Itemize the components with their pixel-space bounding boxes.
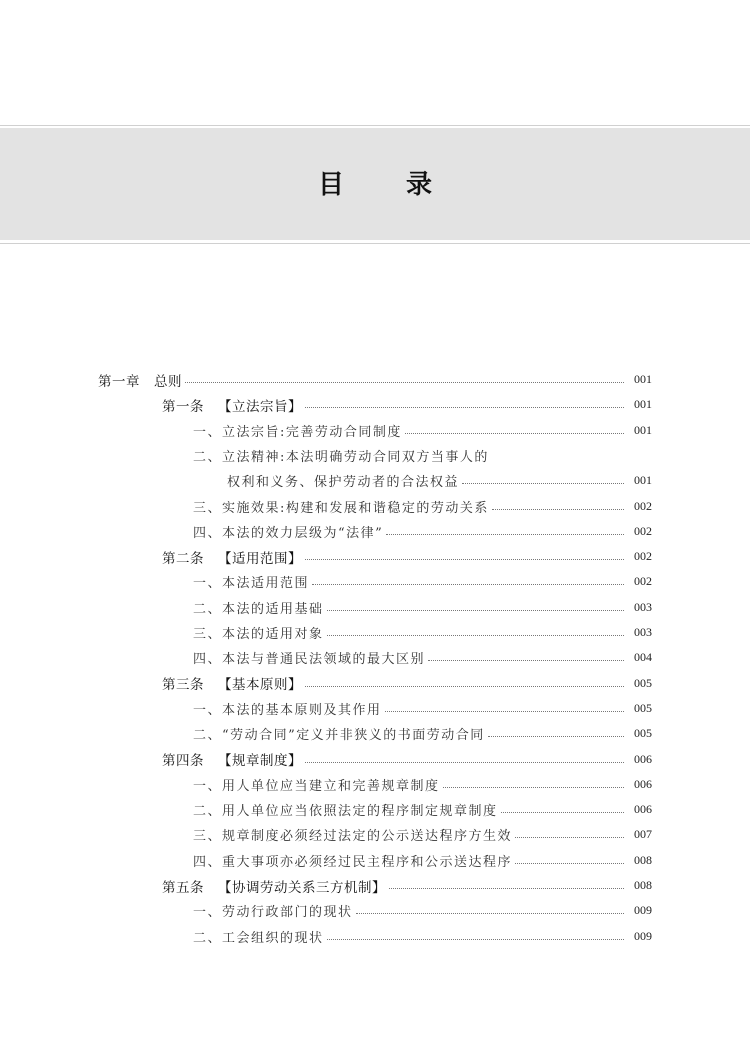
- toc-article-entry[interactable]: [162, 747, 652, 772]
- toc-entry-number: 第四条: [162, 753, 204, 769]
- toc-page-number: 004: [634, 650, 652, 665]
- toc-page-number: 007: [634, 827, 652, 842]
- toc-leader-dots: [312, 584, 624, 585]
- toc-entry-text: 二、工会组织的现状: [193, 930, 324, 946]
- page-title-char-1: 目: [317, 170, 344, 200]
- toc-entry-label: [98, 370, 182, 390]
- toc-entry-text: 四、本法的效力层级为“法律”: [193, 525, 384, 541]
- toc-item-entry[interactable]: [193, 822, 652, 847]
- toc-leader-dots: [385, 711, 624, 712]
- toc-item-entry[interactable]: [193, 569, 652, 594]
- toc-page-number: 008: [634, 852, 652, 867]
- toc-page-number: 001: [634, 473, 652, 488]
- toc-item-entry[interactable]: [193, 645, 652, 670]
- toc-entry-label: [193, 724, 485, 743]
- toc-entry-text: 总则: [154, 373, 182, 390]
- toc-leader-dots: [185, 382, 624, 383]
- toc-leader-dots: [443, 787, 624, 788]
- toc-chapter-entry[interactable]: [98, 367, 652, 392]
- toc-entry-text: 一、用人单位应当建立和完善规章制度: [193, 778, 440, 794]
- toc-item-entry[interactable]: [193, 620, 652, 645]
- toc-page-number: 005: [634, 675, 652, 690]
- toc-leader-dots: [462, 483, 624, 484]
- toc-entry-number: 第二条: [162, 550, 204, 567]
- toc-page-number: 002: [634, 523, 652, 538]
- toc-leader-dots: [428, 660, 624, 661]
- toc-entry-text: 【规章制度】: [218, 753, 302, 769]
- toc-item-entry[interactable]: [193, 898, 652, 923]
- toc-entry-label: [162, 547, 302, 567]
- toc-entry-number: 第一条: [162, 398, 204, 415]
- toc-page-number: 006: [634, 751, 652, 766]
- toc-entry-label: [193, 421, 402, 440]
- toc-entry-number: 第三条: [162, 677, 204, 694]
- toc-leader-dots: [327, 939, 624, 940]
- toc-entry-text: 【适用范围】: [218, 550, 302, 567]
- toc-entry-label: [193, 800, 498, 819]
- toc-page-number: 002: [634, 574, 652, 589]
- toc-entry-label: [162, 749, 302, 769]
- toc-page-number: 009: [634, 903, 652, 918]
- toc-entry-number: 第一章: [98, 373, 140, 390]
- toc-leader-dots: [386, 534, 624, 535]
- toc-leader-dots: [305, 407, 624, 408]
- toc-entry-label: [193, 825, 512, 844]
- toc-item-entry[interactable]: [193, 696, 652, 721]
- toc-page-number: 001: [634, 422, 652, 437]
- toc-entry-label: [193, 901, 353, 920]
- toc-entry-text: 三、实施效果:构建和发展和谐稳定的劳动关系: [193, 500, 489, 516]
- toc-article-entry[interactable]: [162, 671, 652, 696]
- toc-leader-dots: [327, 635, 624, 636]
- toc-leader-dots: [305, 559, 624, 560]
- toc-entry-label: [193, 522, 383, 541]
- toc-leader-dots: [305, 686, 624, 687]
- toc-entry-label: [193, 572, 309, 591]
- toc-item-entry[interactable]: [193, 797, 652, 822]
- toc-page-number: 001: [634, 397, 652, 412]
- toc-article-entry[interactable]: [162, 544, 652, 569]
- toc-page-number: 008: [634, 878, 652, 892]
- toc-item-entry[interactable]: [193, 494, 652, 519]
- toc-leader-dots: [356, 913, 624, 914]
- toc-entry-label: [193, 699, 382, 718]
- toc-page-number: 003: [634, 625, 652, 639]
- page-title: [0, 168, 750, 202]
- toc-page-number: 006: [634, 776, 652, 791]
- toc-item-entry[interactable]: [193, 595, 652, 620]
- toc-item-entry[interactable]: [227, 468, 652, 493]
- toc-page-number: 001: [634, 372, 652, 386]
- toc-entry-text: 一、立法宗旨:完善劳动合同制度: [193, 424, 402, 440]
- toc-leader-dots: [501, 812, 624, 813]
- toc-leader-dots: [492, 509, 624, 510]
- toc-leader-dots: [389, 888, 624, 889]
- toc-entry-label: [193, 851, 512, 870]
- header-band-top-rule: [0, 125, 750, 126]
- toc-leader-dots: [405, 433, 624, 434]
- toc-page-number: 003: [634, 599, 652, 614]
- toc-entry-label: [162, 395, 302, 415]
- toc-item-entry[interactable]: [193, 848, 652, 873]
- toc-item-entry[interactable]: [193, 443, 652, 468]
- toc-entry-label: [193, 598, 324, 617]
- toc-entry-text: 【基本原则】: [218, 677, 302, 694]
- toc-entry-text: 权利和义务、保护劳动者的合法权益: [227, 475, 460, 491]
- toc-entry-text: 三、规章制度必须经过法定的公示送达程序方生效: [193, 829, 513, 845]
- toc-entry-label: [193, 446, 489, 465]
- toc-entry-label: [162, 673, 302, 693]
- toc-leader-dots: [515, 837, 624, 838]
- toc-entry-label: [162, 876, 386, 896]
- toc-entry-label: [193, 497, 489, 516]
- toc-entry-text: 一、劳动行政部门的现状: [193, 905, 353, 921]
- toc-page-number: 002: [634, 549, 652, 564]
- toc-entry-text: 二、本法的适用基础: [193, 601, 324, 617]
- toc-leader-dots: [515, 863, 624, 864]
- page-title-char-2: 录: [406, 170, 433, 200]
- toc-entry-label: [193, 775, 440, 794]
- toc-entry-text: 二、“劳动合同”定义并非狭义的书面劳动合同: [193, 728, 485, 744]
- toc-leader-dots: [488, 736, 624, 737]
- toc-page-number: 005: [634, 726, 652, 741]
- toc-page-number: 009: [634, 928, 652, 943]
- toc-leader-dots: [327, 610, 624, 611]
- toc-entry-text: 二、立法精神:本法明确劳动合同双方当事人的: [193, 449, 489, 465]
- toc-entry-label: [193, 927, 324, 946]
- toc-page-number: 002: [634, 498, 652, 513]
- toc-page-number: 006: [634, 802, 652, 817]
- toc-entry-text: 四、本法与普通民法领域的最大区别: [193, 652, 426, 668]
- toc-item-entry[interactable]: [193, 772, 652, 797]
- toc-entry-label: [193, 648, 425, 667]
- toc-entry-label: [227, 471, 459, 490]
- toc-entry-text: 一、本法适用范围: [193, 576, 310, 592]
- toc-item-entry[interactable]: [193, 924, 652, 949]
- toc-page-number: 005: [634, 700, 652, 715]
- toc-entry-text: 【立法宗旨】: [218, 398, 302, 415]
- toc-entry-text: 【协调劳动关系三方机制】: [218, 879, 386, 896]
- toc-entry-text: 一、本法的基本原则及其作用: [193, 702, 382, 718]
- toc-entry-label: [193, 623, 324, 642]
- toc-entry-text: 二、用人单位应当依照法定的程序制定规章制度: [193, 804, 498, 820]
- toc-entry-text: 四、重大事项亦必须经过民主程序和公示送达程序: [193, 854, 513, 870]
- toc-entry-text: 三、本法的适用对象: [193, 627, 324, 642]
- toc-leader-dots: [305, 762, 624, 763]
- toc-item-entry[interactable]: [193, 418, 652, 443]
- toc-article-entry[interactable]: [162, 392, 652, 417]
- toc-item-entry[interactable]: [193, 721, 652, 746]
- toc-entry-number: 第五条: [162, 879, 204, 896]
- header-band-bottom-rule: [0, 243, 750, 244]
- toc-item-entry[interactable]: [193, 519, 652, 544]
- toc-article-entry[interactable]: [162, 873, 652, 898]
